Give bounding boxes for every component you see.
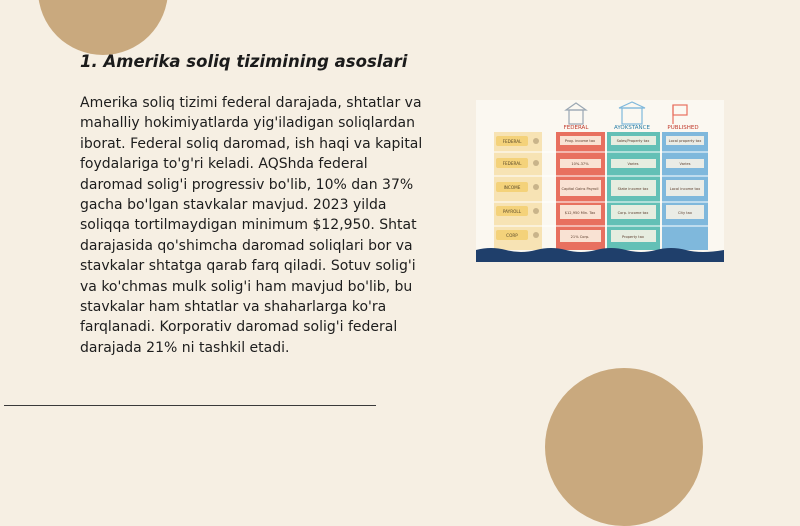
cell-r5-c1: 21% Corp. (570, 235, 590, 239)
cell-r3-c1: Capital Gains Payroll (561, 187, 599, 191)
capitol-icon (566, 103, 586, 124)
row-label-5: CORP (506, 233, 518, 238)
row-label-4: PAYROLL (502, 209, 522, 214)
cell-r1-c1: Prog. income tax (564, 139, 596, 143)
decorative-circle-top (38, 0, 168, 55)
slide-title: 1. Amerika soliq tizimining asoslari (80, 52, 408, 71)
building-icon (619, 102, 645, 124)
cell-r5-c2: Property tax (621, 235, 645, 239)
cell-r4-c3: City tax (678, 211, 692, 215)
cell-r3-c3: Local income tax (669, 187, 701, 191)
cell-r2-c2: Varies (627, 162, 639, 166)
cell-r1-c3: Local property tax (668, 139, 702, 143)
column-header-2: AYOKSTANCE (614, 125, 650, 131)
divider-line (4, 405, 376, 406)
column-header-1: FEDERAL (563, 125, 589, 131)
row-label-3: INCOME (503, 185, 521, 190)
infographic-svg (476, 100, 724, 262)
column-header-3: PUBLISHED (667, 125, 699, 131)
slide-body-text: Amerika soliq tizimi federal darajada, shtatlar va mahalliy hokimiyatlarda yig'iladigan soliqlardan iborat. Federal soliq daromad, ish haqi va kapital foydalariga to'g'ri keladi. AQShda federal daromad solig'i progressiv bo'lib, 10% dan 37% gacha bo'lgan stavkalar mavjud. 2023 yilda soliqqa tortilmaydigan minimum $12,950. Shtat darajasida qo'shimcha daromad soliqlari bor va stavkalar shtatga qarab farq qiladi. Sotuv solig'i va ko'chmas mulk solig'i ham mavjud bo'lib, bu stavkalar ham shtatlar va shaharlarga ko'ra farqlanadi. Korporativ daromad solig'i federal darajada 21% ni tashkil etadi. (80, 95, 423, 356)
cell-r4-c2: Corp. income tax (617, 211, 649, 215)
cell-r4-c1: $12,950 Min. Tax (564, 211, 596, 215)
cell-r2-c3: Varies (679, 162, 691, 166)
flag-icon (673, 105, 687, 124)
wave-footer (476, 248, 724, 262)
cell-r2-c1: 10%-37% (571, 162, 589, 166)
decorative-circle-bottom (545, 368, 703, 526)
cell-r1-c2: Sales/Property tax (616, 139, 650, 143)
row-label-2: FEDERAL (502, 161, 522, 166)
tax-system-infographic (476, 100, 724, 262)
cell-r3-c2: State income tax (617, 187, 649, 191)
row-label-1: FEDERAL (502, 139, 522, 144)
